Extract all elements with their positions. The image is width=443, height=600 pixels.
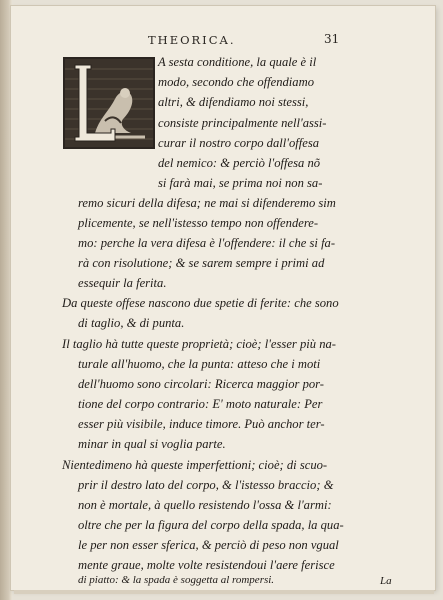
- decorated-initial: [63, 57, 155, 149]
- text-line: remo sicuri della difesa; ne mai si difenderemo sim: [78, 196, 336, 210]
- text-line: A sesta conditione, la quale è il: [158, 55, 317, 69]
- text-line: rà con risolutione; & se sarem sempre i primi ad: [78, 256, 325, 270]
- page-edge: [14, 590, 434, 594]
- text-line: modo, secondo che offendiamo: [158, 75, 314, 89]
- text-line: dell'huomo sono circolari: Ricerca maggior por-: [78, 377, 325, 391]
- text-line: mo: perche la vera difesa è l'offendere: il che si fa-: [78, 236, 336, 250]
- text-line: si farà mai, se prima noi non sa-: [158, 176, 323, 190]
- text-line: Il taglio hà tutte queste proprietà; cioè; l'esser più na-: [62, 337, 336, 351]
- text-line: turale all'huomo, che la punta: atteso che i moti: [78, 357, 321, 371]
- text-line: altri, & difendiamo noi stessi,: [158, 95, 309, 109]
- text-line: tione del corpo contrario: E' moto naturale: Per: [78, 397, 323, 411]
- text-line: curar il nostro corpo dall'offesa: [158, 136, 320, 150]
- text-line: di taglio, & di punta.: [78, 316, 185, 330]
- text-line: oltre che per la figura del corpo della spada, la qua-: [78, 518, 344, 532]
- page-number: 31: [324, 32, 340, 46]
- text-line: Nientedimeno hà queste imperfettioni; cioè; di scuo-: [62, 458, 328, 472]
- text-line: del nemico: & perciò l'offesa nõ: [158, 156, 321, 170]
- text-line: le per non esser sferica, & perciò di peso non vgual: [78, 538, 339, 552]
- text-line: consiste principalmente nell'assi-: [158, 116, 327, 130]
- text-line: plicemente, se nell'istesso tempo non offendere-: [78, 216, 319, 230]
- text-line: essequir la ferita.: [78, 276, 167, 290]
- text-line: minar in qual si voglia parte.: [78, 437, 226, 451]
- text-line: esser più visibile, induce timore. Può anchor ter-: [78, 417, 325, 431]
- running-head: THEORICA.: [148, 33, 236, 47]
- text-line: non è mortale, à quello resistendo l'ossa & l'armi:: [78, 498, 332, 512]
- text-line: prir il destro lato del corpo, & l'istesso braccio; &: [78, 478, 334, 492]
- text-line: Da queste offese nascono due spetie di ferite: che sono: [62, 296, 339, 310]
- decorated-initial-icon: [65, 59, 153, 147]
- text-line: mente graue, molte volte resistendoui l'aere ferisce: [78, 558, 335, 572]
- text-line: di piatto: & la spada è soggetta al rompersi.: [78, 574, 275, 586]
- catchword: La: [380, 575, 392, 587]
